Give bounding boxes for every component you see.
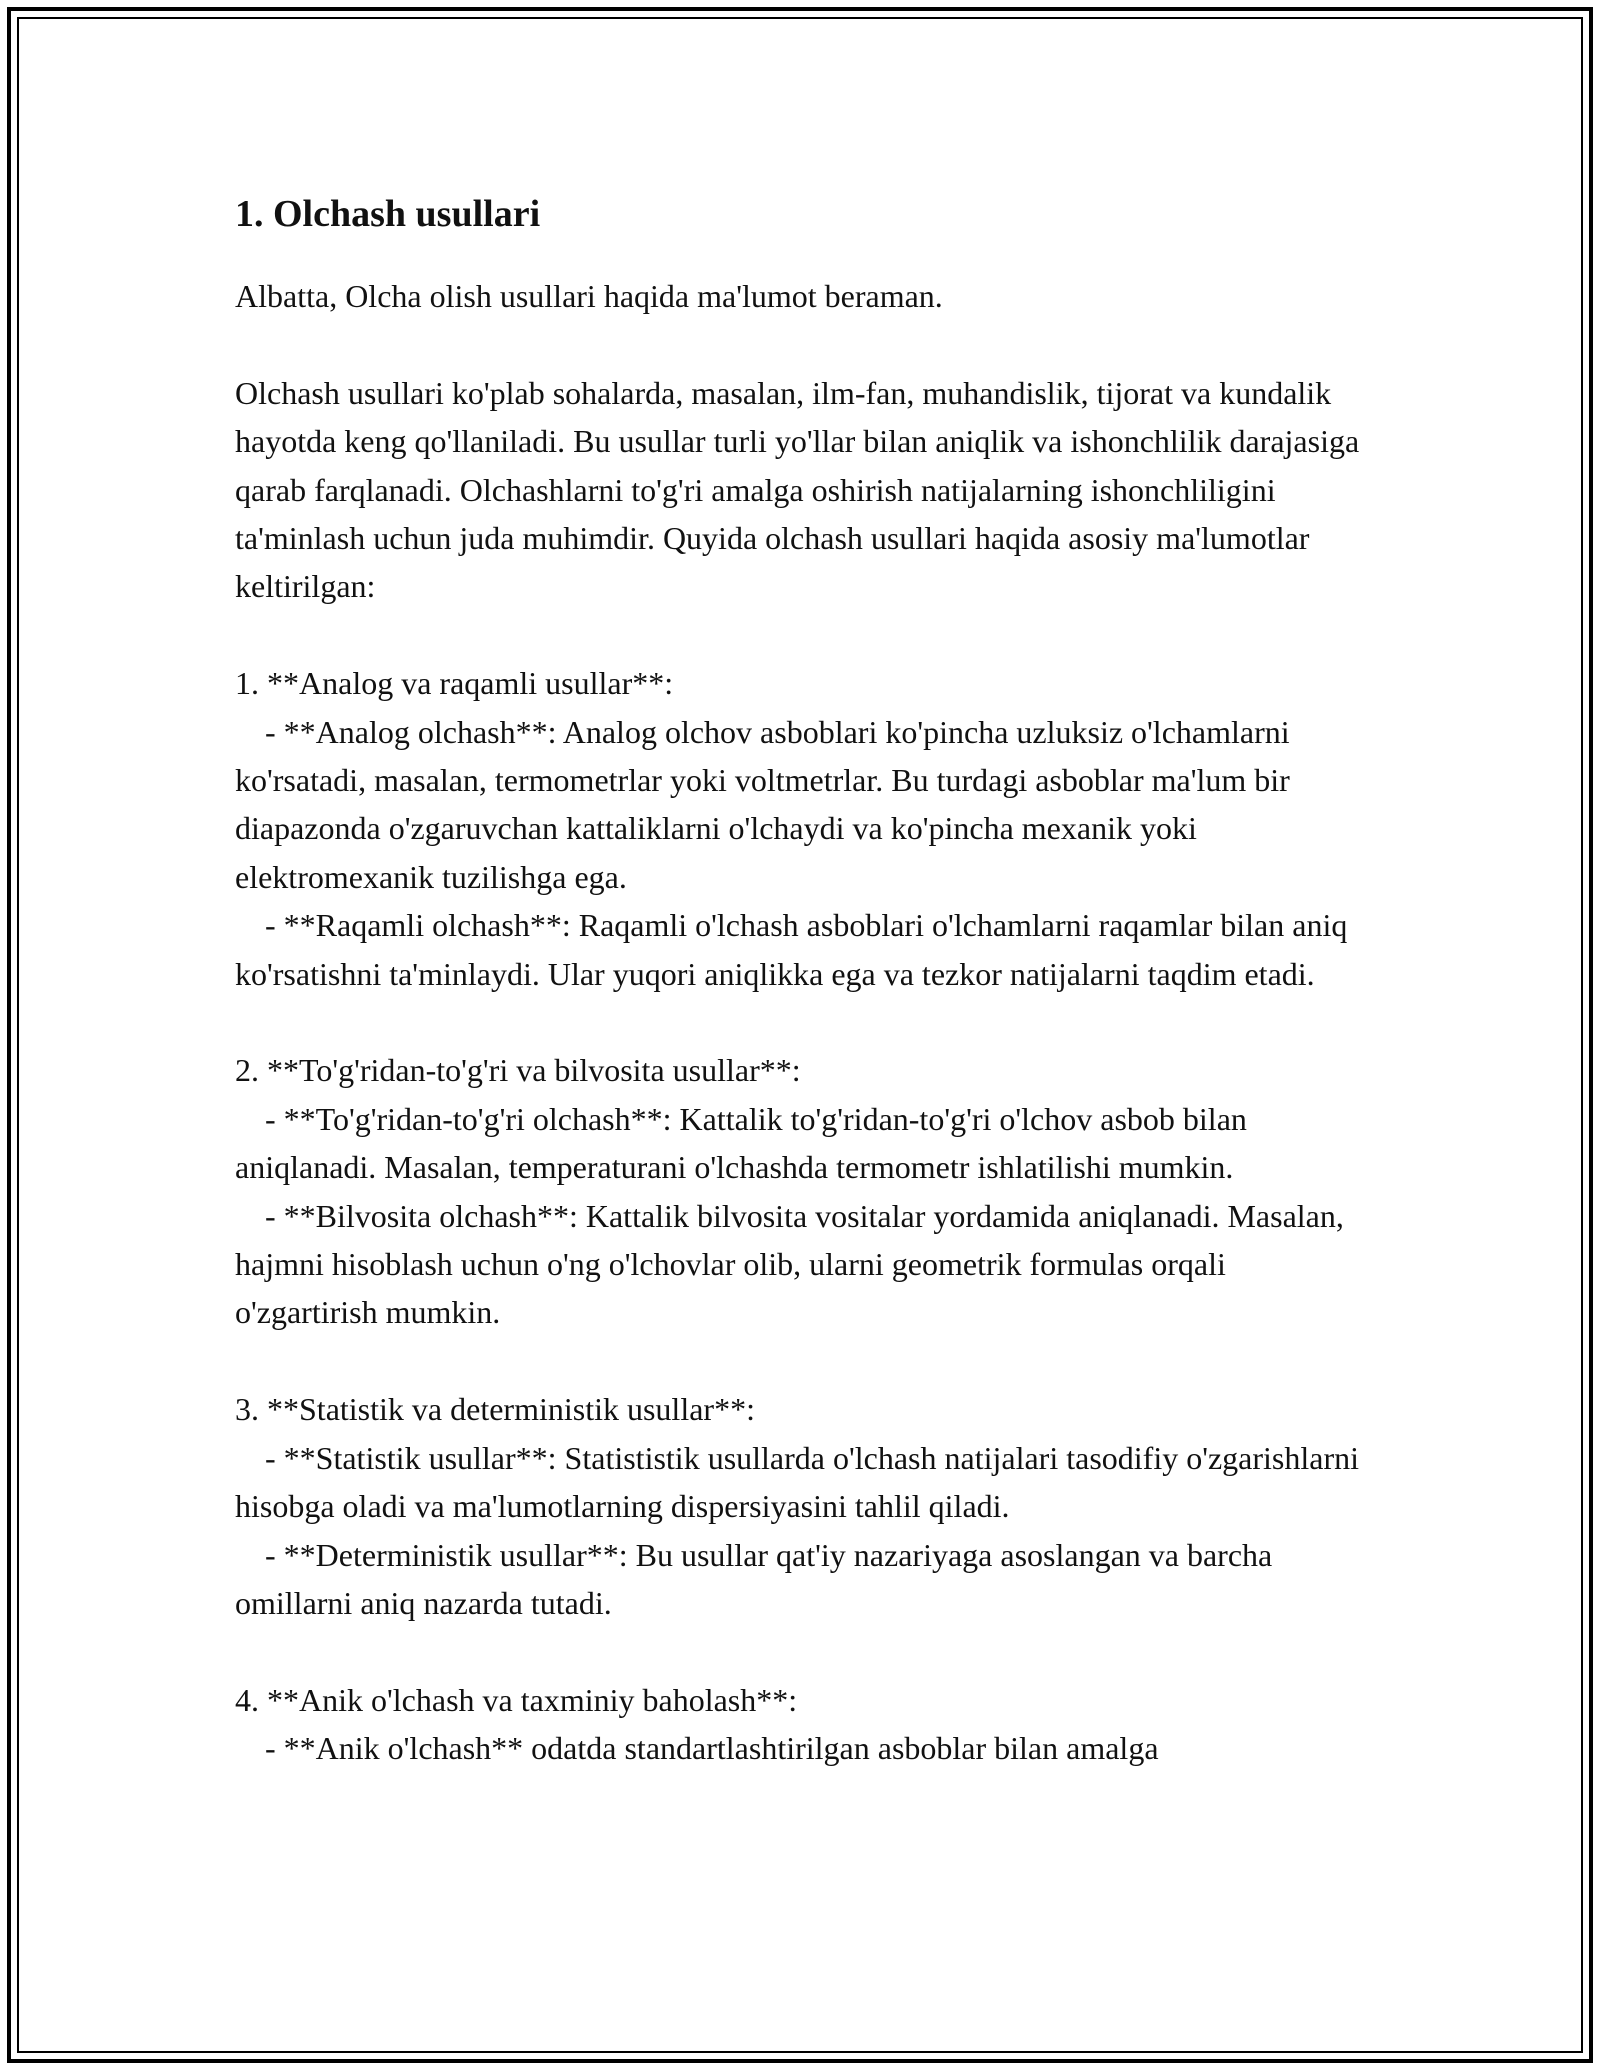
spacer [235,1337,1375,1385]
section-heading: 4. **Anik o'lchash va taxminiy baholash**: [235,1681,798,1718]
list-item [235,1724,1375,1772]
document-title: 1. Olchash usullari [235,193,541,235]
document-body [235,186,1375,1773]
list-item [235,1434,1375,1531]
section-heading: 3. **Statistik va deterministik usullar**: [235,1391,755,1428]
list-item-text: - **Deterministik usullar**: Bu usullar qat'iy nazariyaga asoslangan va barcha omillarni aniq nazarda tutadi. [235,1536,1281,1621]
section-heading: 1. **Analog va raqamli usullar**: [235,665,674,702]
list-item [235,1531,1375,1628]
list-item [235,708,1375,902]
intro-text: Albatta, Olcha olish usullari haqida ma'lumot beraman. [235,278,943,314]
section-heading: 2. **To'g'ridan-to'g'ri va bilvosita usullar**: [235,1052,801,1089]
list-item [235,901,1375,998]
list-item-text: - **Statistik usullar**: Statististik usullarda o'lchash natijalari tasodifiy o'zgarishlarni hisobga oladi va ma'lumotlarning dispersiyasini tahlil qiladi. [235,1439,1368,1525]
list-item-text: - **Bilvosita olchash**: Kattalik bilvosita vositalar yordamida aniqlanadi. Masalan, hajmni hisoblash uchun o'ng o'lchovlar olib, ularni geometrik formulas orqali o'zgartirish mumkin. [235,1197,1352,1331]
overview-paragraph: Olchash usullari ko'plab sohalarda, masalan, ilm-fan, muhandislik, tijorat va kundalik hayotda keng qo'llaniladi. Bu usullar turli yo'llar bilan aniqlik va ishonchlilik darajasiga qarab farqlanadi. Olchashlarni to'g'ri amalga oshirish natijalarning ishonchliligini ta'minlash uchun juda muhimdir. Quyida olchash usullari haqida asosiy ma'lumotlar keltirilgan: [235,374,1368,605]
spacer [235,611,1375,659]
list-item-text: - **Anik o'lchash** odatda standartlashtirilgan asboblar bilan amalga [265,1730,1159,1767]
list-item-text: - **Analog olchash**: Analog olchov asboblari ko'pincha uzluksiz o'lchamlarni ko'rsatadi, masalan, termometrlar yoki voltmetrlar. Bu turdagi asboblar ma'lum bir diapazonda o'zgaruvchan kattaliklarni o'lchaydi va ko'pincha mexanik yoki elektromexanik tuzilishga ega. [235,713,1298,895]
spacer [235,998,1375,1046]
list-item-text: - **Raqamli olchash**: Raqamli o'lchash asboblari o'lchamlarni raqamlar bilan aniq ko'rsatishni ta'minlaydi. Ular yuqori aniqlikka ega va tezkor natijalarni taqdim etadi. [235,907,1356,992]
list-item [235,1192,1375,1337]
list-item-text: - **To'g'ridan-to'g'ri olchash**: Kattalik to'g'ridan-to'g'ri o'lchov asbob bilan aniqlanadi. Masalan, temperaturani o'lchashda termometr ishlatilishi mumkin. [235,1100,1255,1186]
list-item [235,1095,1375,1192]
spacer [235,320,1375,368]
spacer [235,1627,1375,1675]
